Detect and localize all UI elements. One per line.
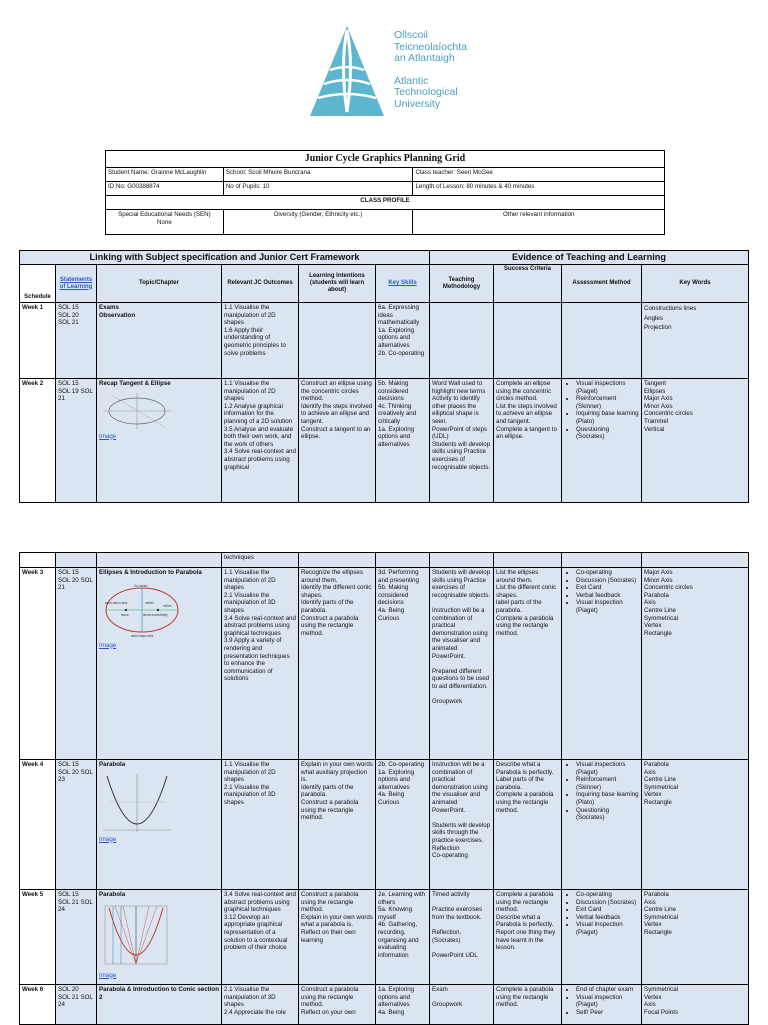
- col-key-skills-link[interactable]: Key Skills: [376, 265, 430, 303]
- diagram-label: vertex: [163, 603, 172, 608]
- intentions-cell: Construct an ellipse using the concentric circles method. Identify the steps involved to achieve an ellipse and tangent. Construct a tangent to an ellipse.: [299, 379, 376, 503]
- assessment-cell: [562, 303, 642, 379]
- logo-line-4: Atlantic: [394, 74, 429, 87]
- week-label: Week 3: [20, 568, 56, 760]
- assessment-cell: [562, 568, 642, 760]
- topic-title: Recap Tangent & Ellipse: [99, 380, 171, 387]
- diversity-label: Diversity (Gender, Ethnicity etc.): [223, 210, 413, 235]
- table-row: [20, 760, 749, 890]
- ellipse-diagram-image: [101, 391, 173, 431]
- parabola-graph-image: [101, 772, 173, 834]
- keywords-cell: Constructions lines Angles Projection: [642, 303, 749, 379]
- table-row: [20, 379, 749, 503]
- method-cell: [430, 303, 494, 379]
- sen-value: None: [157, 218, 172, 226]
- skills-cell: 2e. Learning with others 5a. Knowing myself 4b. Gathering, recording, organising and evaluating information: [376, 890, 430, 985]
- sol-cell: SOL 15 SOL 20 SOL 21: [56, 303, 97, 379]
- keywords-cell: Parabola Axis Centre Line Symmetrical Vertex Rectangle: [642, 760, 749, 890]
- table-row: [20, 303, 749, 379]
- table-row: [20, 568, 749, 760]
- method-cell: Students will develop skills using Practice exercises of recognisable objects. Instruction will be a combination of practical demonstration using the visualiser and animated PowerPoint. Prepared different questions to be used to aid differentiation. Groupwork: [430, 568, 494, 760]
- diagram-label: linear eccentricity: [143, 612, 168, 617]
- criteria-cell: List the ellipses around them. List the different conic shapes. label parts of the parabola. Complete a parabola using the rectangle method.: [494, 568, 562, 760]
- diagram-label: Co-vertex: [134, 583, 148, 588]
- intentions-cell: Construct a parabola using the rectangle method. Explain in your own words what a parabola is. Reflect on their own learning: [299, 890, 376, 985]
- list-item: • Inquiring base learning (Plato): [576, 410, 639, 425]
- criteria-cell: Complete an ellipse using the concentric circles method. List the steps involved to achieve an ellipse and tangent. Complete a tangent to an ellipse.: [494, 379, 562, 503]
- list-item: • Questioning (Socrates): [576, 426, 639, 441]
- table-row: [20, 553, 749, 568]
- school-name: School: Scoil Mhuire Buncrana: [223, 168, 413, 182]
- empty-cell: [430, 553, 494, 568]
- outcomes-cell: 3.4 Solve real-context and abstract problems using graphical techniques 3.12 Develop an appropriate graphical representation of a solution to a contextual problem of their choice: [222, 890, 299, 985]
- lesson-length: Length of Lesson: 80 minutes & 40 minutes: [413, 182, 665, 196]
- intentions-cell: Construct a parabola using the rectangle method. Reflect on your own: [299, 985, 376, 1025]
- list-item: • End of chapter exam: [576, 986, 639, 994]
- list-item: • Discussion (Socrates): [576, 577, 639, 585]
- keywords-cell: Symmetrical Vertex Axis Focal Points: [642, 985, 749, 1025]
- col-outcomes: Relevant JC Outcomes: [222, 265, 299, 303]
- logo-line-1: Ollscoil: [394, 29, 428, 41]
- parabola-construction-image: [101, 902, 171, 970]
- topic-cell: [97, 985, 222, 1025]
- topic-exams: Exams: [99, 304, 119, 311]
- col-statements-link[interactable]: Statements of Learning: [56, 265, 97, 303]
- image-link[interactable]: Image: [99, 971, 117, 979]
- empty-cell: [562, 553, 642, 568]
- diagram-label: center: [145, 600, 154, 605]
- list-item: • Reinforcement (Skinner): [576, 395, 639, 410]
- assessment-list: [564, 986, 639, 1016]
- lesson-grid-part1: [19, 250, 749, 503]
- week-label: Week 6: [20, 985, 56, 1025]
- keywords-cell: Parabola Axis Centre Line Symmetrical Vertex Rectangle: [642, 890, 749, 985]
- outcomes-cell: 1.1 Visualise the manipulation of 2D shapes 1.2 Analyse graphical information for the planning of a 2D solution 3.5 Analyse and evaluate both their own work, and the work of others 3.4 Solve real-context and abstract problems using graphical: [222, 379, 299, 503]
- class-profile: CLASS PROFILE: [106, 196, 665, 210]
- empty-cell: [97, 553, 222, 568]
- list-item: • Co-operating: [576, 891, 639, 899]
- topic-title: Parabola: [99, 761, 126, 768]
- topic-cell: [97, 760, 222, 890]
- week-label: Week 5: [20, 890, 56, 985]
- lesson-grid-part2: [19, 552, 749, 1025]
- assessment-list: [564, 891, 639, 937]
- col-schedule: Schedule: [20, 265, 56, 303]
- table-row: [20, 890, 749, 985]
- diagram-label: semi-minor axis: [105, 600, 128, 605]
- assessment-cell: [562, 379, 642, 503]
- sen-label: Special Educational Needs (SEN): [118, 211, 211, 218]
- evidence-header: Evidence of Teaching and Learning: [430, 251, 749, 265]
- method-cell: Word Wall used to highlight new terms Activity to identify other places the elliptical shape is seen. PowerPoint of steps (UDL) Students will develop skills using Practice exercises of recognisable objects.: [430, 379, 494, 503]
- method-cell: Instruction will be a combination of practical demonstration using the visualiser and animated PowerPoint. Students will develop skills through the practice exercises. Reflection Co-operating: [430, 760, 494, 890]
- intentions-cell: [299, 303, 376, 379]
- empty-cell: [56, 553, 97, 568]
- criteria-cell: Describe what a Parabola is perfectly. Label parts of the parabola. Complete a parabola using the rectangle method.: [494, 760, 562, 890]
- logo-line-6: University: [394, 97, 441, 110]
- linking-header: Linking with Subject specification and Junior Cert Framework: [20, 251, 430, 265]
- sol-cell: SOL 15 SOL 20 SOL 21: [56, 568, 97, 760]
- assessment-list: [564, 761, 639, 822]
- sol-cell: SOL 15 SOL 21 SOL 24: [56, 890, 97, 985]
- criteria-cell: [494, 303, 562, 379]
- criteria-cell: Complete a parabola using the rectangle method.: [494, 985, 562, 1025]
- method-cell: Timed activity Practice exercises from the textbook. Reflection. (Socrates) PowerPoint UDL: [430, 890, 494, 985]
- sol-cell: SOL 15 SOL 19 SOL 21: [56, 379, 97, 503]
- empty-cell: [494, 553, 562, 568]
- outcomes-cell: 1.1 Visualise the manipulation of 2D shapes 2.1 Visualise the manipulation of 3D shapes 3.4 Solve real-context and abstract problems using graphical techniques 3.9 Apply a variety of rendering and presentation techniques to enhance the communication of solutions: [222, 568, 299, 760]
- skills-cell: 2b. Co-operating 1a. Exploring options and alternatives 4a. Being Curious: [376, 760, 430, 890]
- image-link[interactable]: Image: [99, 432, 117, 440]
- page-title: Junior Cycle Graphics Planning Grid: [106, 151, 665, 168]
- method-cell: Exam Groupwork: [430, 985, 494, 1025]
- list-item: • Questioning (Socrates): [576, 807, 639, 822]
- col-intentions: Learning Intentions (students will learn about): [299, 265, 376, 303]
- logo-line-5: Technological: [394, 86, 458, 98]
- topic-title: Parabola: [99, 891, 126, 898]
- assessment-cell: [562, 890, 642, 985]
- student-name: Student Name: Grainne McLaughlin: [106, 168, 224, 182]
- assessment-cell: [562, 760, 642, 890]
- keywords-cell: Tangent Ellipses Major Axis Minor Axis Concentric circles Trammel Vertical: [642, 379, 749, 503]
- intentions-cell: Recognize the ellipses around them. Identify the different conic shapes. Identify parts of the parabola. Construct a parabola using the rectangle method.: [299, 568, 376, 760]
- list-item: • Co-operating: [576, 569, 639, 577]
- list-item: • Exit Card: [576, 906, 639, 914]
- list-item: • Inquiring base learning (Plato): [576, 791, 639, 806]
- diagram-label: focus: [121, 612, 129, 617]
- list-item: • Discussion (Socrates): [576, 899, 639, 907]
- week-label: Week 1: [20, 303, 56, 379]
- week-label: Week 2: [20, 379, 56, 503]
- skills-cell: 5b. Making considered decisions 4c. Thinking creatively and critically 1a. Exploring options and alternatives: [376, 379, 430, 503]
- skills-cell: 6a. Expressing ideas mathematically 1a. Exploring options and alternatives 2b. Co-operating: [376, 303, 430, 379]
- sen-cell: [106, 210, 224, 235]
- atu-logo: [302, 24, 392, 120]
- logo-line-2: Teicneolaíochta: [394, 40, 467, 53]
- list-item: • Reinforcement (Skinner): [576, 776, 639, 791]
- sol-cell: SOL 15 SOL 20 SOL 23: [56, 760, 97, 890]
- topic-cell: [97, 568, 222, 760]
- list-item: • Exit Card: [576, 584, 639, 592]
- list-item: • Verbal feedback: [576, 914, 639, 922]
- image-link[interactable]: Image: [99, 641, 117, 649]
- criteria-cell: Complete a parabola using the rectangle method. Describe what a Parabola is perfectly. Report one thing they have learnt in the lesson.: [494, 890, 562, 985]
- assessment-list: [564, 380, 639, 441]
- skills-cell: 3d. Performing and presenting 5b. Making considered decisions 4a. Being Curious: [376, 568, 430, 760]
- other-info-label: Other relevant information: [413, 210, 665, 235]
- university-name: [394, 30, 467, 110]
- list-item: • Visual Inspection (Piaget): [576, 921, 639, 936]
- sol-cell: SOL 20 SOL 21 SOL 24: [56, 985, 97, 1025]
- logo-line-3: an Atlantaigh: [394, 52, 455, 64]
- id-no: ID No: G00388874: [106, 182, 224, 196]
- col-topic: Topic/Chapter: [97, 265, 222, 303]
- image-link[interactable]: Image: [99, 835, 117, 843]
- intentions-cell: Explain in your own words what auxiliary projection is. Identify parts of the parabola. Construct a parabola using the rectangle method.: [299, 760, 376, 890]
- ellipse-labelled-image: [101, 580, 183, 640]
- empty-cell: [299, 553, 376, 568]
- list-item: • Visual Inspection (Piaget): [576, 599, 639, 614]
- empty-cell: [376, 553, 430, 568]
- empty-cell: [20, 553, 56, 568]
- topic-title: Ellipses & Introduction to Parabola: [99, 569, 202, 576]
- diagram-label: semi-major axis: [131, 633, 154, 638]
- col-keywords: Key Words: [642, 265, 749, 303]
- assessment-list: [564, 569, 639, 615]
- topic-cell: [97, 890, 222, 985]
- outcomes-continued: techniques: [222, 553, 299, 568]
- list-item: • Visual inspections (Piaget): [576, 761, 639, 776]
- topic-cell: [97, 379, 222, 503]
- topic-cell: [97, 303, 222, 379]
- list-item: • Verbal feedback: [576, 592, 639, 600]
- assessment-cell: [562, 985, 642, 1025]
- week-label: Week 4: [20, 760, 56, 890]
- class-teacher: Class teacher: Seen McGee: [413, 168, 665, 182]
- list-item: • Visual inspection (Piaget): [576, 994, 639, 1009]
- col-assessment: Assessment Method: [562, 265, 642, 303]
- list-item: • Visual inspections (Piaget): [576, 380, 639, 395]
- col-method: Teaching Methodology: [430, 265, 494, 303]
- no-pupils: No of Pupils: 10: [223, 182, 413, 196]
- keywords-cell: Major Axis Minor Axis Concentric circles Parabola Axis Centre Line Symmetrical Vertex Rectangle: [642, 568, 749, 760]
- list-item: • Self/ Peer: [576, 1009, 639, 1017]
- outcomes-cell: 1.1 Visualise the manipulation of 2D shapes 2.1 Visualise the manipulation of 3D shapes: [222, 760, 299, 890]
- empty-cell: [642, 553, 749, 568]
- table-row: [20, 985, 749, 1025]
- col-criteria: Success Criteria: [494, 265, 562, 303]
- planning-header-table: [105, 150, 665, 235]
- outcomes-cell: 1.1 Visualise the manipulation of 2D shapes 1.6 Apply their understanding of geometric principles to solve problems: [222, 303, 299, 379]
- topic-title: Parabola & Introduction to Conic section 2: [99, 986, 219, 1001]
- outcomes-cell: 2.1 Visualise the manipulation of 3D shapes 2.4 Appreciate the role: [222, 985, 299, 1025]
- skills-cell: 1a. Exploring options and alternatives 4a. Being: [376, 985, 430, 1025]
- topic-observation: Observation: [99, 311, 136, 319]
